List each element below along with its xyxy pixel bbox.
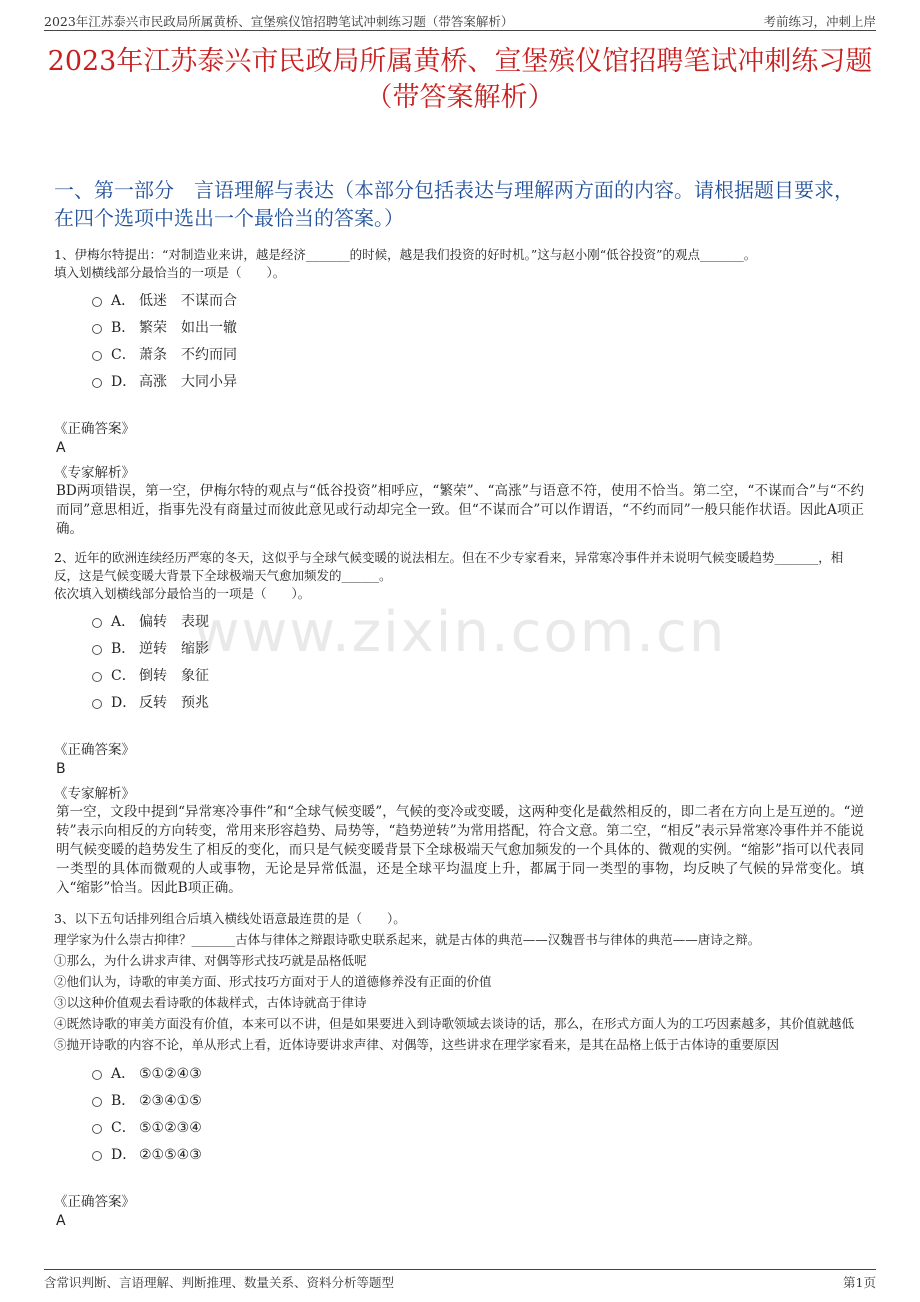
radio-button-icon[interactable]	[92, 324, 102, 334]
radio-button-icon[interactable]	[92, 1070, 102, 1080]
question-1-instruction: 填入划横线部分最恰当的一项是（ ）。	[54, 265, 286, 280]
analysis-label: 《专家解析》	[54, 465, 135, 481]
footer-note: 含常识判断、言语理解、判断推理、数量关系、资料分析等题型	[44, 1275, 395, 1290]
sentence-3: ③以这种价值观去看诗歌的体裁样式，古体诗就高于律诗	[54, 995, 367, 1010]
radio-button-icon[interactable]	[92, 645, 102, 655]
sentence-2: ②他们认为，诗歌的审美方面、形式技巧方面对于人的道德修养没有正面的价值	[54, 974, 492, 989]
question-1-options	[92, 288, 864, 396]
page-number: 第1页	[843, 1275, 876, 1290]
radio-button-icon[interactable]	[92, 1124, 102, 1134]
sentence-5: ⑤抛开诗歌的内容不论，单从形式上看，近体诗要讲求声律、对偶等，这些讲求在理学家看来，是其在品格上低于古体诗的重要原因	[54, 1037, 780, 1052]
option-b[interactable]: B． ②③④①⑤	[92, 1088, 864, 1115]
option-a[interactable]: A． 偏转 表现	[92, 609, 864, 636]
option-b[interactable]: B． 繁荣 如出一辙	[92, 315, 864, 342]
radio-button-icon[interactable]	[92, 1151, 102, 1161]
question-2-options	[92, 609, 864, 717]
radio-button-icon[interactable]	[92, 699, 102, 709]
question-2-stem: 2、近年的欧洲连续经历严寒的冬天，这似乎与全球气候变暖的说法相左。但在不少专家看来，异常寒冷事件并未说明气候变暖趋势_______，相反，这是气候变暖大背景下全球极端天气愈加频发的______。	[54, 550, 844, 583]
sentence-1: ①那么，为什么讲求声律、对偶等形式技巧就是品格低呢	[54, 953, 367, 968]
answer-value: A	[56, 1213, 66, 1229]
document-title: 2023年江苏泰兴市民政局所属黄桥、宣堡殡仪馆招聘笔试冲刺练习题（带答案解析）	[47, 46, 873, 113]
radio-button-icon[interactable]	[92, 672, 102, 682]
option-a[interactable]: A． 低迷 不谋而合	[92, 288, 864, 315]
answer-value: A	[56, 440, 66, 456]
watermark: www.zixin.com.cn	[193, 600, 727, 665]
option-a[interactable]: A． ⑤①②④③	[92, 1061, 864, 1088]
question-3	[54, 908, 864, 1231]
answer-label: 《正确答案》	[54, 742, 135, 758]
answer-label: 《正确答案》	[54, 1194, 135, 1210]
question-2-instruction: 依次填入划横线部分最恰当的一项是（ ）。	[54, 586, 311, 601]
page-footer	[44, 1269, 876, 1292]
header-doc-title: 2023年江苏泰兴市民政局所属黄桥、宣堡殡仪馆招聘笔试冲刺练习题（带答案解析）	[44, 14, 514, 29]
sentence-4: ④既然诗歌的审美方面没有价值，本来可以不讲，但是如果要进入到诗歌领域去谈诗的话，那么，在形式方面人为的工巧因素越多，其价值就越低	[54, 1016, 855, 1031]
option-d[interactable]: D． 高涨 大同小异	[92, 369, 864, 396]
question-3-stem: 3、以下五句话排列组合后填入横线处语意最连贯的是（ ）。	[54, 911, 406, 926]
answer-label: 《正确答案》	[54, 421, 135, 437]
question-3-options	[92, 1061, 864, 1169]
radio-button-icon[interactable]	[92, 297, 102, 307]
radio-button-icon[interactable]	[92, 378, 102, 388]
option-d[interactable]: D． ②①⑤④③	[92, 1142, 864, 1169]
question-1	[54, 246, 864, 539]
question-2	[54, 549, 864, 898]
radio-button-icon[interactable]	[92, 351, 102, 361]
option-c[interactable]: C． ⑤①②③④	[92, 1115, 864, 1142]
analysis-text: BD两项错误，第一空，伊梅尔特的观点与“低谷投资”相呼应，“繁荣”、“高涨”与语意不符，使用不恰当。第二空，“不谋而合”与“不约而同”意思相近，指事先没有商量过而彼此意见或行动却完全一致。但“不谋而合”可以作谓语，“不约而同”一般只能作状语。因此A项正确。	[56, 483, 864, 537]
answer-value: B	[56, 761, 66, 777]
option-c[interactable]: C． 倒转 象征	[92, 663, 864, 690]
question-3-passage: 理学家为什么崇古抑律？_______古体与律体之辩跟诗歌史联系起来，就是古体的典范——汉魏晋书与律体的典范——唐诗之辩。	[54, 932, 761, 947]
page-header	[44, 12, 876, 31]
radio-button-icon[interactable]	[92, 618, 102, 628]
option-d[interactable]: D． 反转 预兆	[92, 690, 864, 717]
section-title: 一、第一部分 言语理解与表达（本部分包括表达与理解两方面的内容。请根据题目要求，在四个选项中选出一个最恰当的答案。）	[54, 178, 854, 230]
option-b[interactable]: B． 逆转 缩影	[92, 636, 864, 663]
option-c[interactable]: C． 萧条 不约而同	[92, 342, 864, 369]
radio-button-icon[interactable]	[92, 1097, 102, 1107]
analysis-label: 《专家解析》	[54, 786, 135, 802]
question-list	[54, 246, 864, 1241]
question-1-stem: 1、伊梅尔特提出：“对制造业来讲，越是经济_______的时候，越是我们投资的好时机。”这与赵小刚“低谷投资”的观点_______。	[54, 247, 757, 262]
header-slogan: 考前练习，冲刺上岸	[763, 14, 876, 29]
analysis-text: 第一空，文段中提到“异常寒冷事件”和“全球气候变暖”，气候的变冷或变暖，这两种变化是截然相反的，即二者在方向上是互逆的。“逆转”表示向相反的方向转变，常用来形容趋势、局势等，“趋势逆转”为常用搭配，符合文意。第二空，“相反”表示异常寒冷事件并不能说明气候变暖的趋势发生了相反的变化，而只是气候变暖背景下全球极端天气愈加频发的一个具体的、微观的实例。“缩影”指可以代表同一类型的具体而微观的人或事物，无论是异常低温，还是全球平均温度上升，都属于同一类型的事物，均反映了气候的异常变化。填入“缩影”恰当。因此B项正确。	[56, 804, 864, 896]
